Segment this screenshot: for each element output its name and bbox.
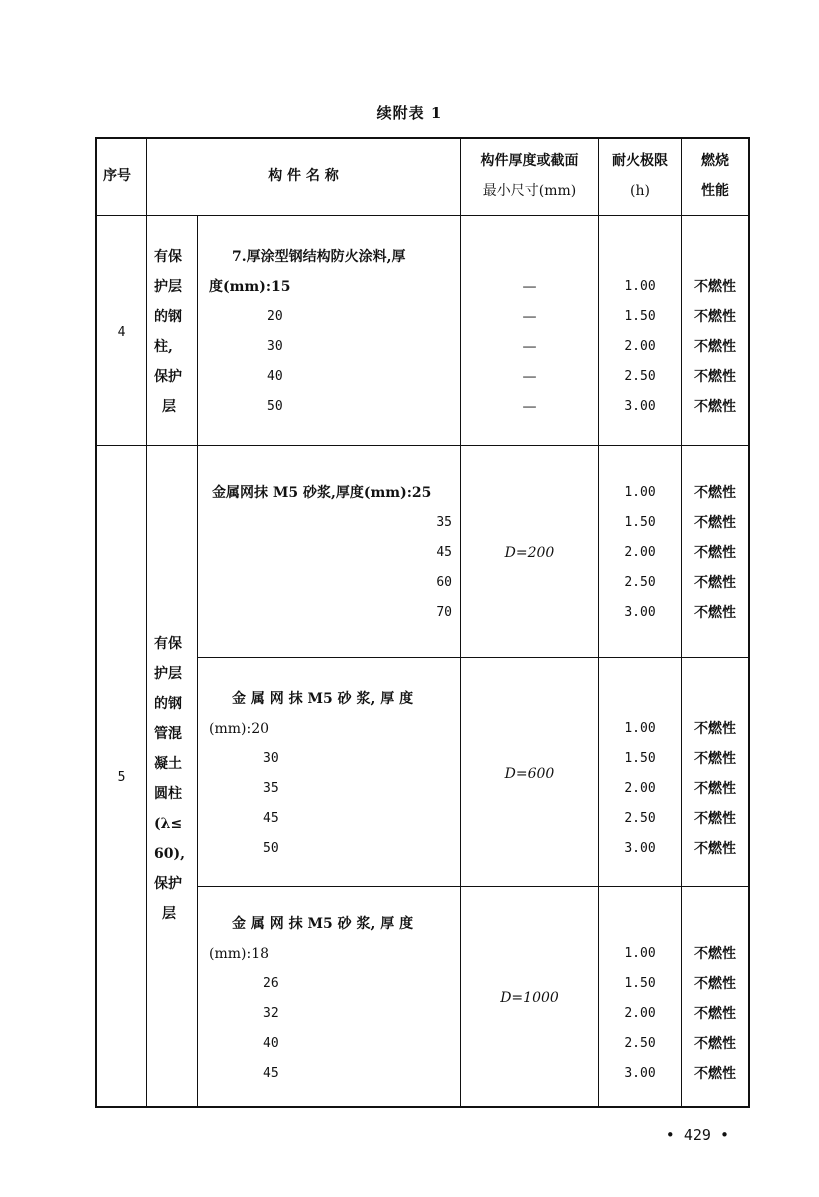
comb-cell: 不燃性 <box>694 575 736 591</box>
row4-thickness: 40 <box>267 369 283 384</box>
category-line: 护层 <box>154 279 182 295</box>
fire-cell: 1.50 <box>624 976 656 991</box>
group-dim: D=1000 <box>500 990 559 1006</box>
header-comb-line1: 燃烧 <box>701 153 729 169</box>
fire-cell: 1.50 <box>624 309 656 324</box>
category-line: 保护 <box>154 369 182 385</box>
row4-name-line2: 度(mm):15 <box>209 279 291 295</box>
row4-bottom-border <box>95 445 750 446</box>
comb-cell: 不燃性 <box>694 399 736 415</box>
col-divider-category <box>197 215 198 1108</box>
header-seq: 序号 <box>103 168 131 184</box>
group-thickness: 35 <box>436 515 452 530</box>
comb-cell: 不燃性 <box>694 485 736 501</box>
header-fire-line1: 耐火极限 <box>612 153 668 169</box>
category-line: 柱, <box>154 339 173 355</box>
comb-cell: 不燃性 <box>694 751 736 767</box>
group-thickness: 70 <box>436 605 452 620</box>
dim-cell: — <box>522 339 537 355</box>
fire-cell: 2.00 <box>624 339 656 354</box>
table-bottom-border <box>95 1106 750 1108</box>
comb-cell: 不燃性 <box>694 946 736 962</box>
group-thickness: 35 <box>263 781 279 796</box>
comb-cell: 不燃性 <box>694 721 736 737</box>
col-divider-seq <box>146 137 147 1108</box>
comb-cell: 不燃性 <box>694 1036 736 1052</box>
table-left-border <box>95 137 97 1108</box>
comb-cell: 不燃性 <box>694 369 736 385</box>
table-right-border <box>748 137 750 1108</box>
group2-bottom-border <box>197 886 750 887</box>
category-line: 有保 <box>154 249 182 265</box>
category-line: (λ≤ <box>154 816 183 832</box>
fire-cell: 2.00 <box>624 545 656 560</box>
row5-seq: 5 <box>117 770 126 785</box>
group-thickness: 45 <box>436 545 452 560</box>
dim-cell: — <box>522 369 537 385</box>
fire-cell: 1.00 <box>624 946 656 961</box>
category-line: 护层 <box>154 666 182 682</box>
table-top-border <box>95 137 750 139</box>
fire-cell: 2.50 <box>624 369 656 384</box>
group-thickness: 45 <box>263 1066 279 1081</box>
group-name-line1: 金 属 网 抹 M5 砂 浆, 厚 度 <box>232 691 414 707</box>
comb-cell: 不燃性 <box>694 279 736 295</box>
header-thickness-line1: 构件厚度或截面 <box>480 153 579 169</box>
category-line: 的钢 <box>154 696 182 712</box>
header-fire-line2: (h) <box>630 183 650 199</box>
group-thickness: 30 <box>263 751 279 766</box>
category-line: 管混 <box>154 726 182 742</box>
comb-cell: 不燃性 <box>694 515 736 531</box>
comb-cell: 不燃性 <box>694 545 736 561</box>
dim-cell: — <box>522 309 537 325</box>
comb-cell: 不燃性 <box>694 976 736 992</box>
comb-cell: 不燃性 <box>694 309 736 325</box>
group-dim: D=200 <box>504 545 555 561</box>
row4-seq: 4 <box>117 325 126 340</box>
fire-cell: 2.00 <box>624 1006 656 1021</box>
fire-cell: 3.00 <box>624 841 656 856</box>
fire-cell: 3.00 <box>624 399 656 414</box>
category-line: 有保 <box>154 636 182 652</box>
category-line: 60), <box>154 846 185 862</box>
comb-cell: 不燃性 <box>694 841 736 857</box>
category-line: 凝土 <box>154 756 182 772</box>
group-name-line1: 金属网抹 M5 砂浆,厚度(mm):25 <box>212 485 432 501</box>
header-thickness-line2: 最小尺寸(mm) <box>482 183 577 199</box>
fire-cell: 2.50 <box>624 811 656 826</box>
fire-cell: 1.50 <box>624 751 656 766</box>
fire-cell: 1.50 <box>624 515 656 530</box>
row4-thickness: 50 <box>267 399 283 414</box>
page-number: • 429 • <box>665 1126 729 1144</box>
row4-thickness: 30 <box>267 339 283 354</box>
comb-cell: 不燃性 <box>694 781 736 797</box>
fire-cell: 2.50 <box>624 1036 656 1051</box>
group-name-line2: (mm):20 <box>209 721 270 737</box>
category-line: 的钢 <box>154 309 182 325</box>
group-thickness: 45 <box>263 811 279 826</box>
group-name-line2: (mm):18 <box>209 946 270 962</box>
fire-cell: 1.00 <box>624 485 656 500</box>
group-name-line1: 金 属 网 抹 M5 砂 浆, 厚 度 <box>232 916 414 932</box>
fire-cell: 2.50 <box>624 575 656 590</box>
comb-cell: 不燃性 <box>694 1066 736 1082</box>
group-thickness: 26 <box>263 976 279 991</box>
comb-cell: 不燃性 <box>694 811 736 827</box>
group1-bottom-border <box>197 657 750 658</box>
table-title: 续附表 1 <box>376 104 443 122</box>
row4-thickness: 20 <box>267 309 283 324</box>
row4-name-line1: 7.厚涂型钢结构防火涂料,厚 <box>232 249 406 265</box>
fire-cell: 1.00 <box>624 279 656 294</box>
comb-cell: 不燃性 <box>694 1006 736 1022</box>
group-thickness: 60 <box>436 575 452 590</box>
header-comb-line2: 性能 <box>701 183 729 199</box>
comb-cell: 不燃性 <box>694 605 736 621</box>
header-bottom-border <box>95 215 750 216</box>
header-name: 构 件 名 称 <box>268 168 339 184</box>
fire-cell: 3.00 <box>624 605 656 620</box>
fire-cell: 1.00 <box>624 721 656 736</box>
group-dim: D=600 <box>504 766 555 782</box>
comb-cell: 不燃性 <box>694 339 736 355</box>
group-thickness: 32 <box>263 1006 279 1021</box>
category-line: 层 <box>162 906 176 922</box>
category-line: 圆柱 <box>154 786 182 802</box>
group-thickness: 50 <box>263 841 279 856</box>
group-thickness: 40 <box>263 1036 279 1051</box>
fire-cell: 2.00 <box>624 781 656 796</box>
dim-cell: — <box>522 399 537 415</box>
dim-cell: — <box>522 279 537 295</box>
category-line: 层 <box>162 399 176 415</box>
fire-cell: 3.00 <box>624 1066 656 1081</box>
category-line: 保护 <box>154 876 182 892</box>
